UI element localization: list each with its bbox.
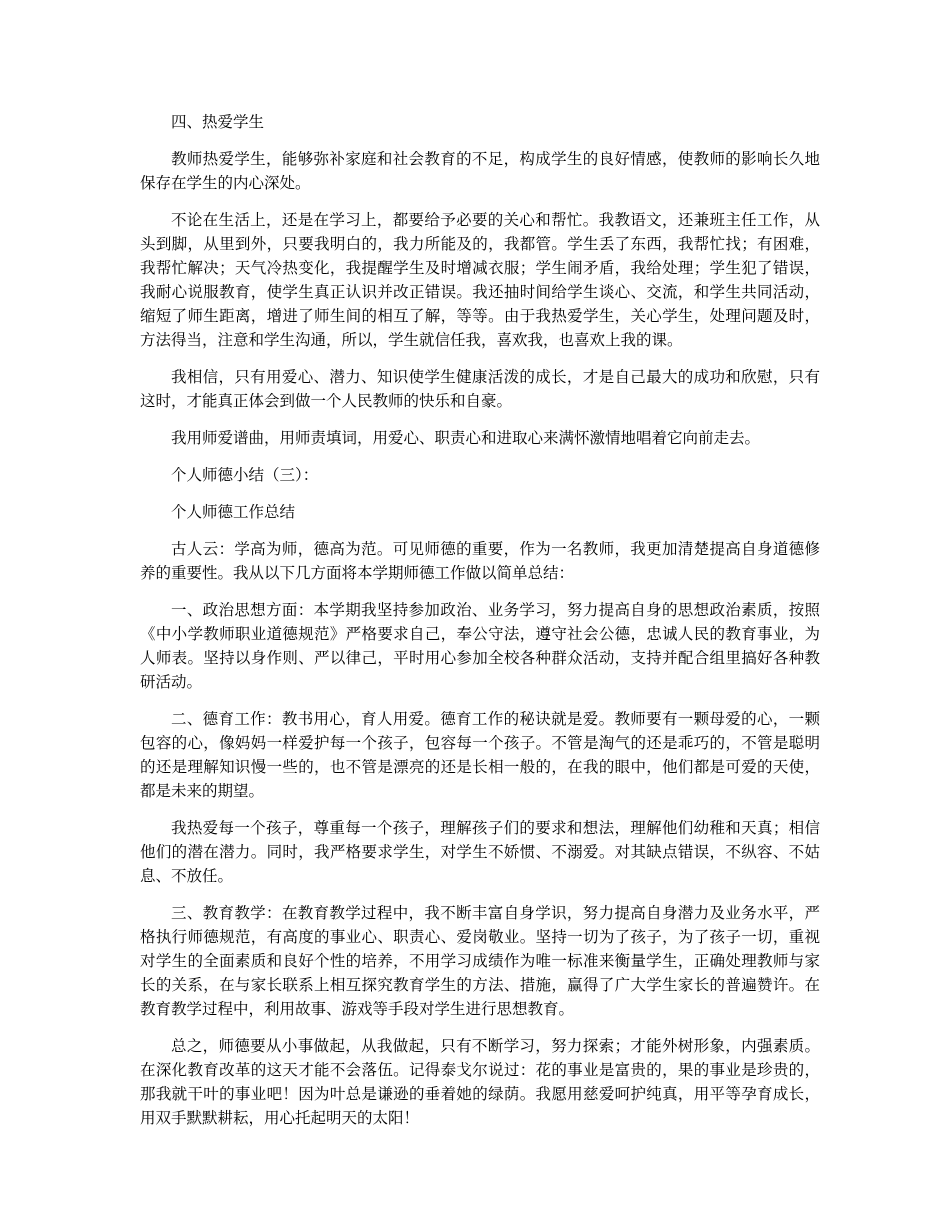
section-heading-work-summary: 个人师德工作总结 — [171, 503, 296, 521]
section-heading-love-students: 四、热爱学生 — [171, 113, 265, 131]
paragraph: 我热爱每一个孩子，尊重每一个孩子，理解孩子们的要求和想法，理解他们幼稚和天真；相信他们的潜在潜力。同时，我严格要求学生，对学生不娇惯、不溺爱。对其缺点错误，不纵容、不姑息、不放任。 — [140, 819, 820, 885]
document-body — [140, 110, 820, 1143]
paragraph: 总之，师德要从小事做起，从我做起，只有不断学习，努力探索；才能外树形象，内强素质。在深化教育改革的这天才能不会落伍。记得泰戈尔说过：花的事业是富贵的，果的事业是珍贵的，那我就干叶的事业吧！因为叶总是谦逊的垂着她的绿荫。我愿用慈爱呵护纯真，用平等孕育成长，用双手默默耕耘，用心托起明天的太阳！ — [140, 1037, 820, 1127]
paragraph: 我相信，只有用爱心、潜力、知识使学生健康活泼的成长，才是自己最大的成功和欣慰，只有这时，才能真正体会到做一个人民教师的快乐和自豪。 — [140, 368, 820, 410]
paragraph: 我用师爱谱曲，用师责填词，用爱心、职责心和进取心来满怀激情地唱着它向前走去。 — [171, 429, 761, 447]
paragraph: 古人云：学高为师，德高为范。可见师德的重要，作为一名教师，我更加清楚提高自身道德修养的重要性。我从以下几方面将本学期师德工作做以简单总结： — [140, 540, 820, 582]
paragraph: 三、教育教学：在教育教学过程中，我不断丰富自身学识，努力提高自身潜力及业务水平，严格执行师德规范，有高度的事业心、职责心、爱岗敬业。坚持一切为了孩子，为了孩子一切，重视对学生的全面素质和良好个性的培养，不用学习成绩作为唯一标准来衡量学生，正确处理教师与家长的关系，在与家长联系上相互探究教育学生的方法、措施，赢得了广大学生家长的普遍赞许。在教育教学过程中，利用故事、游戏等手段对学生进行思想教育。 — [140, 904, 820, 1018]
paragraph: 一、政治思想方面：本学期我坚持参加政治、业务学习，努力提高自身的思想政治素质，按照《中小学教师职业道德规范》严格要求自己，奉公守法，遵守社会公德，忠诚人民的教育事业，为人师表。坚持以身作则、严以律己，平时用心参加全校各种群众活动，支持并配合组里搞好各种教研活动。 — [140, 601, 820, 691]
paragraph: 不论在生活上，还是在学习上，都要给予必要的关心和帮忙。我教语文，还兼班主任工作，从头到脚，从里到外，只要我明白的，我力所能及的，我都管。学生丢了东西，我帮忙找；有困难，我帮忙解决；天气冷热变化，我提醒学生及时增减衣服；学生闹矛盾，我给处理；学生犯了错误，我耐心说服教育，使学生真正认识并改正错误。我还抽时间给学生谈心、交流，和学生共同活动，缩短了师生距离，增进了师生间的相互了解，等等。由于我热爱学生，关心学生，处理问题及时，方法得当，注意和学生沟通，所以，学生就信任我，喜欢我，也喜欢上我的课。 — [140, 211, 820, 349]
section-heading-summary-three: 个人师德小结（三）： — [171, 466, 319, 484]
paragraph: 二、德育工作：教书用心，育人用爱。德育工作的秘诀就是爱。教师要有一颗母爱的心，一颗包容的心，像妈妈一样爱护每一个孩子，包容每一个孩子。不管是淘气的还是乖巧的，不管是聪明的还是理解知识慢一些的，也不管是漂亮的还是长相一般的，在我的眼中，他们都是可爱的天使，都是未来的期望。 — [140, 710, 820, 800]
paragraph: 教师热爱学生，能够弥补家庭和社会教育的不足，构成学生的良好情感，使教师的影响长久地保存在学生的内心深处。 — [140, 150, 820, 192]
